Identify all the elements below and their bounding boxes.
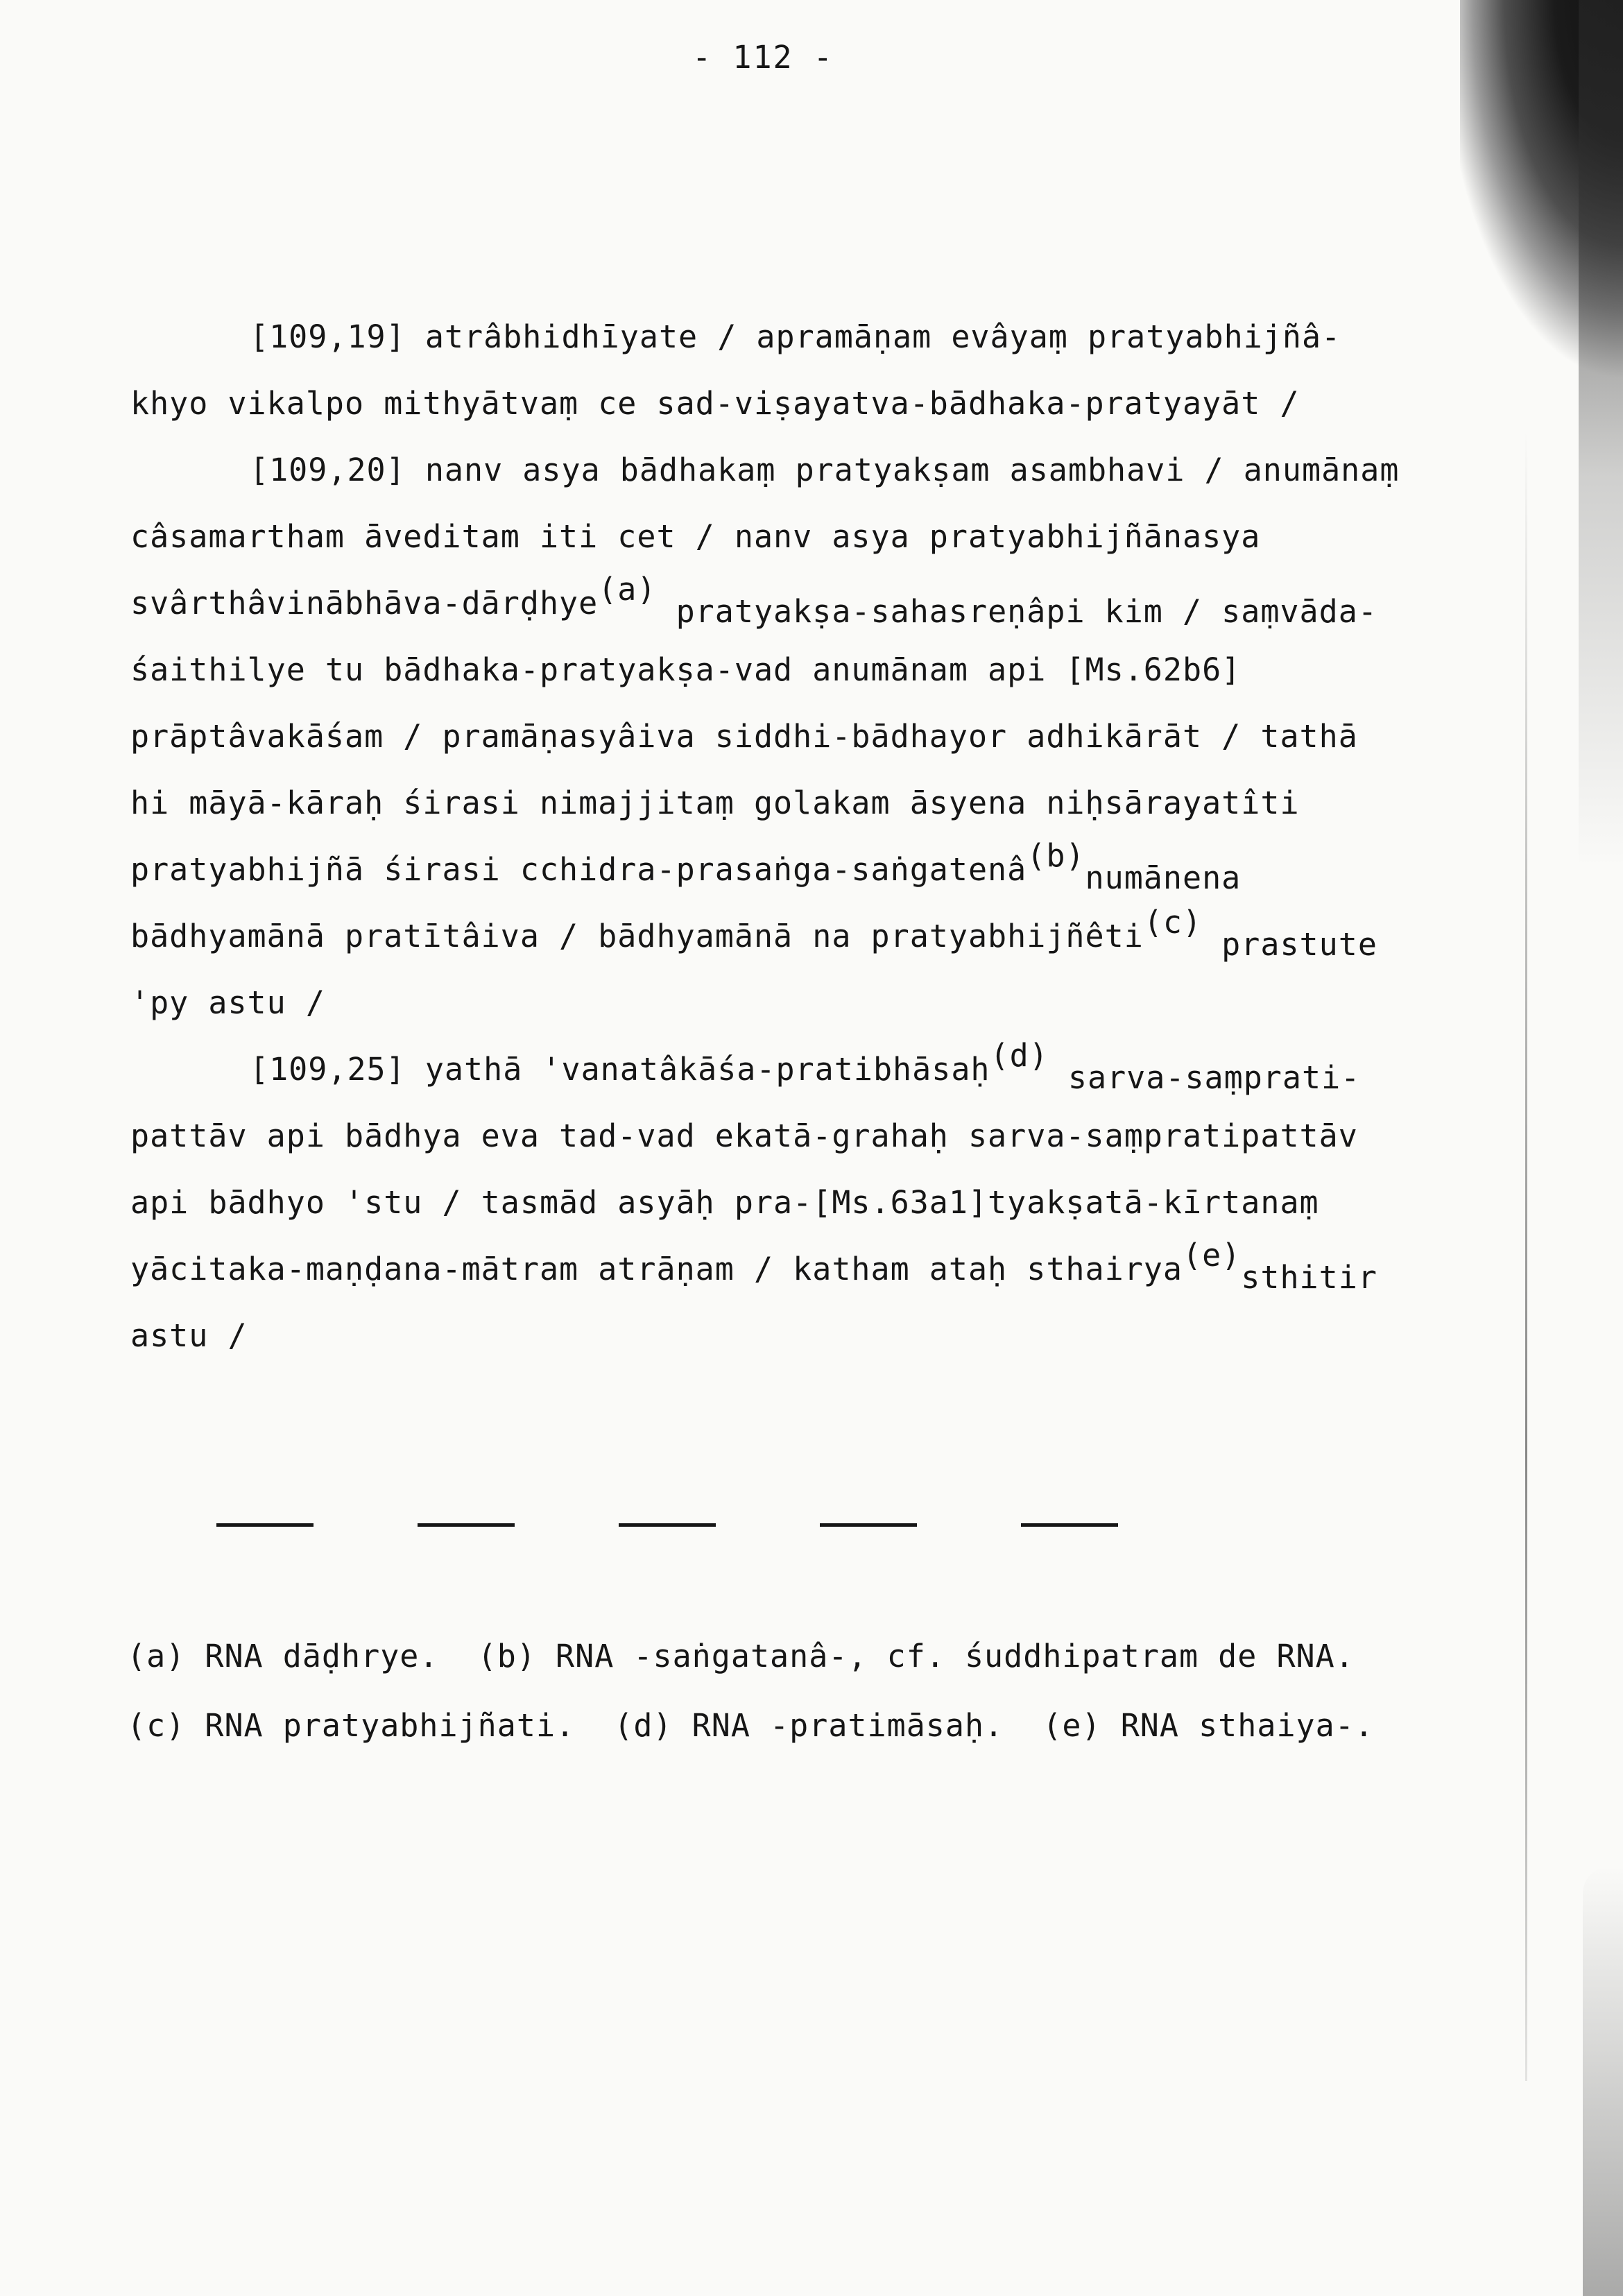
text-segment: śaithilye tu bādhaka-pratyakṣa-vad anumānam api [Ms.62b6] (130, 651, 1242, 688)
text-segment: 'py astu / (130, 984, 325, 1021)
text-segment: numānena (1085, 859, 1242, 896)
text-segment: astu / (130, 1317, 248, 1354)
text-line (130, 1170, 1399, 1236)
separator-dash (820, 1523, 917, 1527)
text-line (130, 504, 1399, 570)
text-segment: câsamartham āveditam iti cet / nanv asya pratyabhijñānasya (130, 518, 1261, 555)
scan-artifact-right-edge (1579, 0, 1623, 867)
text-segment: yācitaka-maṇḍana-mātram atrāṇam / katham ataḥ sthairya (130, 1251, 1183, 1287)
text-segment: pratyabhijñā śirasi cchidra-prasaṅga-saṅgatenâ (130, 851, 1027, 888)
text-line (130, 437, 1399, 504)
text-line (130, 970, 1399, 1036)
text-segment: pratyakṣa-sahasreṇâpi kim / saṃvāda- (656, 593, 1377, 630)
text-segment: pattāv api bādhya eva tad-vad ekatā-grahaḥ sarva-saṃpratipattāv (130, 1117, 1358, 1154)
text-line (130, 1303, 1399, 1369)
separator-dash (1021, 1523, 1118, 1527)
page-number: - 112 - (692, 39, 834, 76)
text-segment: bādhyamānā pratītâiva / bādhyamānā na pratyabhijñêti (130, 918, 1144, 954)
text-line (130, 703, 1399, 770)
text-line (130, 903, 1399, 970)
text-segment: [109,19] atrâbhidhīyate / apramāṇam evâyaṃ pratyabhijñâ- (250, 318, 1341, 355)
text-segment: sarva-saṃprati- (1048, 1059, 1361, 1096)
text-line (130, 637, 1399, 703)
text-line (130, 570, 1399, 637)
text-segment: [109,25] yathā 'vanatâkāśa-pratibhāsaḥ (250, 1051, 990, 1088)
scan-artifact-bottom-right (1583, 1866, 1623, 2296)
separator-dash (216, 1523, 314, 1527)
text-line (130, 304, 1399, 370)
text-line (130, 1036, 1399, 1103)
footnote-line: (a) RNA dāḍhrye. (b) RNA -saṅgatanâ-, cf. śuddhipatram de RNA. (127, 1638, 1355, 1674)
footnote-marker: (c) (1143, 904, 1203, 941)
text-segment: prastute (1202, 926, 1377, 963)
footnote-separator (216, 1523, 1118, 1527)
text-segment: sthitir (1241, 1259, 1377, 1296)
separator-dash (619, 1523, 716, 1527)
text-segment: svârthâvinābhāva-dārḍhye (130, 585, 599, 622)
footnote-line: (c) RNA pratyabhijñati. (d) RNA -pratimāsaḥ. (e) RNA sthaiya-. (127, 1707, 1374, 1744)
scan-artifact-vertical-line (1525, 430, 1527, 2081)
footnote-marker: (d) (990, 1037, 1049, 1074)
text-line (130, 370, 1399, 437)
footnotes (127, 1622, 1374, 1760)
text-segment: [109,20] nanv asya bādhakaṃ pratyakṣam asambhavi / anumānaṃ (250, 452, 1400, 488)
footnote-marker: (e) (1182, 1237, 1242, 1274)
text-line (130, 837, 1399, 903)
footnote-marker: (a) (598, 571, 657, 608)
text-line (130, 770, 1399, 837)
text-segment: prāptâvakāśam / pramāṇasyâiva siddhi-bādhayor adhikārāt / tathā (130, 718, 1358, 755)
text-segment: api bādhyo 'stu / tasmād asyāḥ pra-[Ms.63a1]tyakṣatā-kīrtanaṃ (130, 1184, 1319, 1221)
footnote-marker: (b) (1027, 837, 1085, 874)
text-line (130, 1103, 1399, 1170)
text-segment: hi māyā-kāraḥ śirasi nimajjitaṃ golakam āsyena niḥsārayatîti (130, 785, 1300, 821)
body-text (130, 304, 1399, 1369)
text-segment: khyo vikalpo mithyātvaṃ ce sad-viṣayatva-bādhaka-pratyayāt / (130, 385, 1300, 422)
text-line (130, 1236, 1399, 1303)
separator-dash (418, 1523, 515, 1527)
